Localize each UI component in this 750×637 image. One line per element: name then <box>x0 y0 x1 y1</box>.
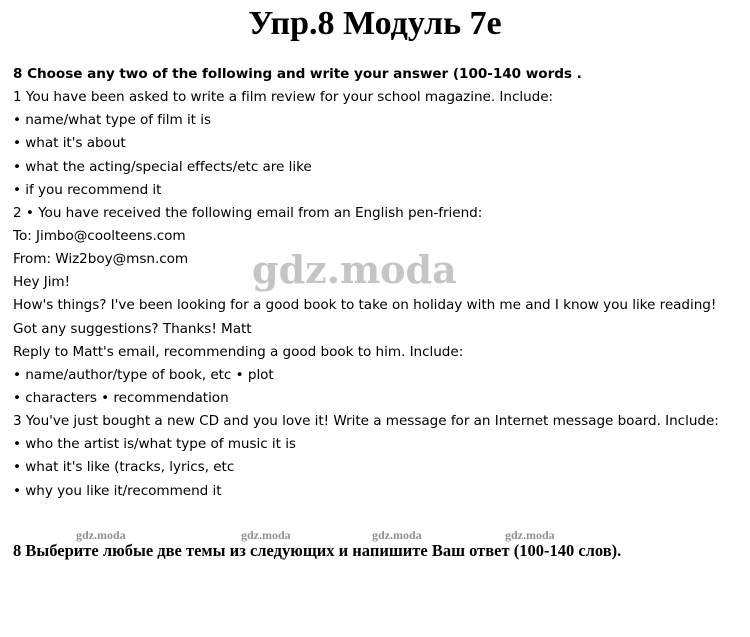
list-item: • what the acting/special effects/etc are like <box>13 158 312 175</box>
task-3-prompt: 3 You've just bought a new CD and you love it! Write a message for an Internet message board. Include: <box>13 413 719 430</box>
list-item: • name/what type of film it is <box>13 112 211 129</box>
watermark-small: gdz.moda <box>505 528 555 542</box>
list-item: • what it's like (tracks, lyrics, etc <box>13 459 235 476</box>
email-from: From: Wiz2boy@msn.com <box>13 251 189 268</box>
list-item: • characters • recommendation <box>13 389 229 406</box>
russian-task-heading: 8 Выберите любые две темы из следующих и напишите Ваш ответ (100-140 слов). <box>13 541 622 560</box>
exercise-text <box>13 63 743 503</box>
list-item: • if you recommend it <box>13 181 162 198</box>
task-heading: 8 Choose any two of the following and write your answer (100-140 words . <box>13 66 582 82</box>
task-1-prompt: 1 You have been asked to write a film review for your school magazine. Include: <box>13 89 554 106</box>
email-signoff: Got any suggestions? Thanks! Matt <box>13 320 252 337</box>
email-greeting: Hey Jim! <box>13 274 71 291</box>
list-item: • what it's about <box>13 135 126 152</box>
list-item: • who the artist is/what type of music it is <box>13 436 296 453</box>
watermark-small: gdz.moda <box>76 528 126 542</box>
task-2-prompt: 2 • You have received the following email from an English pen-friend: <box>13 204 483 221</box>
email-to: To: Jimbo@coolteens.com <box>13 227 186 244</box>
watermark-small: gdz.moda <box>241 528 291 542</box>
task-2-instruction: Reply to Matt's email, recommending a good book to him. Include: <box>13 343 464 360</box>
list-item: • why you like it/recommend it <box>13 482 222 499</box>
watermark-small: gdz.moda <box>372 528 422 542</box>
email-body: How's things? I've been looking for a good book to take on holiday with me and I know you like reading! <box>13 297 717 314</box>
list-item: • name/author/type of book, etc • plot <box>13 366 274 383</box>
page-title: Упр.8 Модуль 7е <box>248 5 502 42</box>
watermark-logo: gdz.moda <box>252 247 457 292</box>
